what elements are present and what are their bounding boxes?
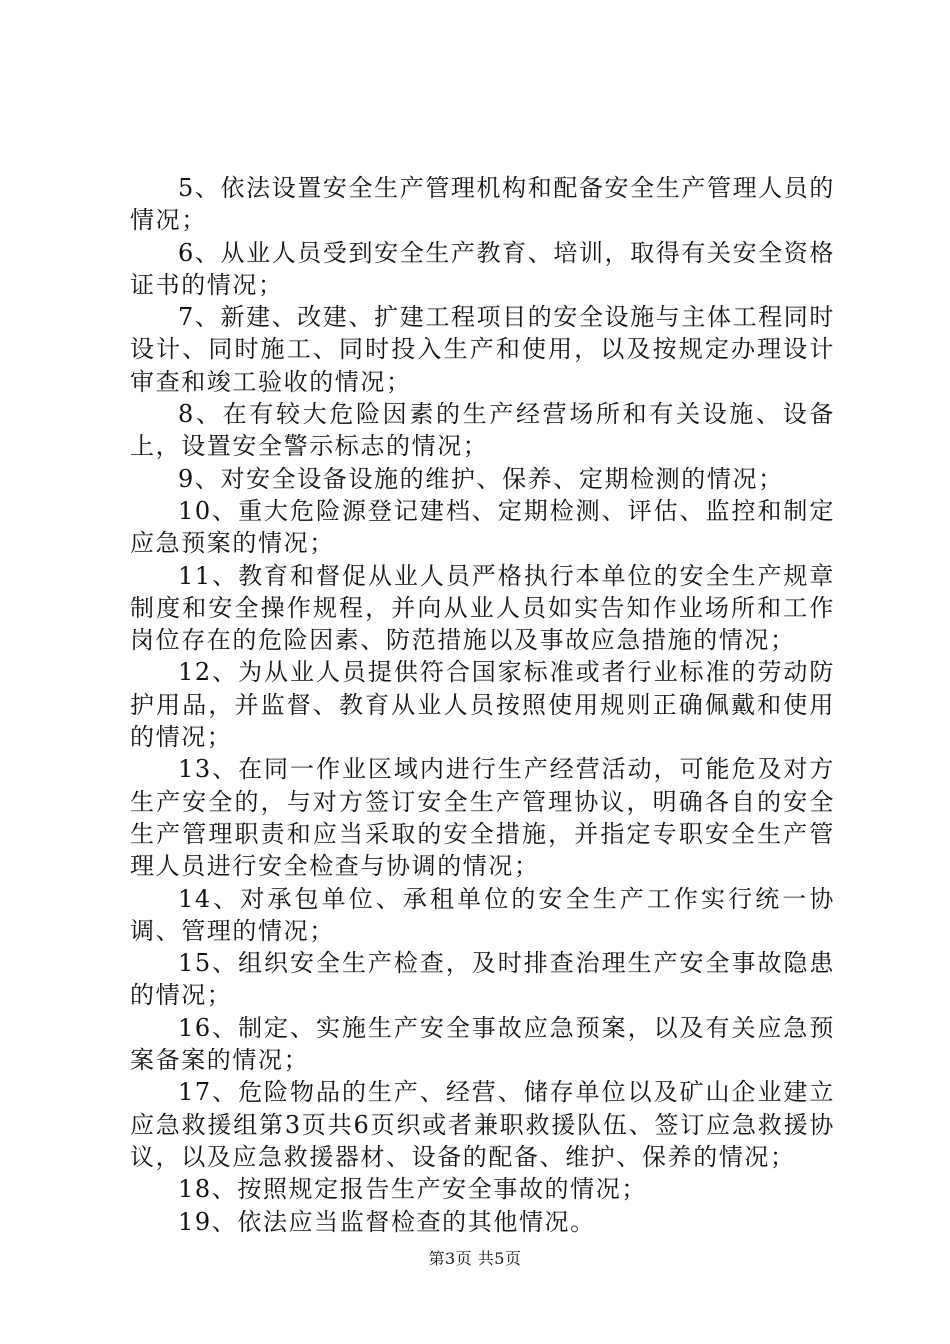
paragraph-item-19: 19、依法应当监督检查的其他情况。 — [178, 1207, 596, 1236]
paragraph-item-17: 17、危险物品的生产、经营、储存单位以及矿山企业建立应急救援组第3页共6页织或者兼职救援队伍、签订应急救援协议，以及应急救援器材、设备的配备、维护、保养的情况； — [130, 1078, 835, 1171]
paragraph-item-8: 8、在有较大危险因素的生产经营场所和有关设施、设备上，设置安全警示标志的情况； — [130, 400, 835, 461]
paragraph-item-10: 10、重大危险源登记建档、定期检测、评估、监控和制定应急预案的情况； — [130, 496, 835, 558]
paragraph-item-13: 13、在同一作业区域内进行生产经营活动，可能危及对方生产安全的，与对方签订安全生产管理协议，明确各自的安全生产管理职责和应当采取的安全措施，并指定专职安全生产管理人员进行安全检查与协调的情况； — [130, 755, 835, 881]
paragraph-item-5: 5、依法设置安全生产管理机构和配备安全生产管理人员的情况； — [130, 174, 835, 235]
paragraph-item-16: 16、制定、实施生产安全事故应急预案，以及有关应急预案备案的情况； — [130, 1013, 835, 1075]
paragraph-item-9: 9、对安全设备设施的维护、保养、定期检测的情况； — [178, 464, 784, 493]
paragraph-item-14: 14、对承包单位、承租单位的安全生产工作实行统一协调、管理的情况； — [130, 884, 835, 945]
page-number-footer: 第3页 共5页 — [428, 1249, 522, 1268]
document-body — [130, 172, 835, 1238]
paragraph-item-18: 18、按照规定报告生产安全事故的情况； — [178, 1175, 647, 1204]
paragraph-item-6: 6、从业人员受到安全生产教育、培训，取得有关安全资格证书的情况； — [130, 238, 835, 299]
paragraph-item-12: 12、为从业人员提供符合国家标准或者行业标准的劳动防护用品，并监督、教育从业人员按照使用规则正确佩戴和使用的情况； — [130, 658, 835, 752]
paragraph-item-15: 15、组织安全生产检查，及时排查治理生产安全事故隐患的情况； — [130, 949, 835, 1010]
paragraph-item-11: 11、教育和督促从业人员严格执行本单位的安全生产规章制度和安全操作规程，并向从业人员如实告知作业场所和工作岗位存在的危险因素、防范措施以及事故应急措施的情况； — [130, 561, 835, 655]
paragraph-item-7: 7、新建、改建、扩建工程项目的安全设施与主体工程同时设计、同时施工、同时投入生产和使用，以及按规定办理设计审查和竣工验收的情况； — [130, 303, 835, 396]
